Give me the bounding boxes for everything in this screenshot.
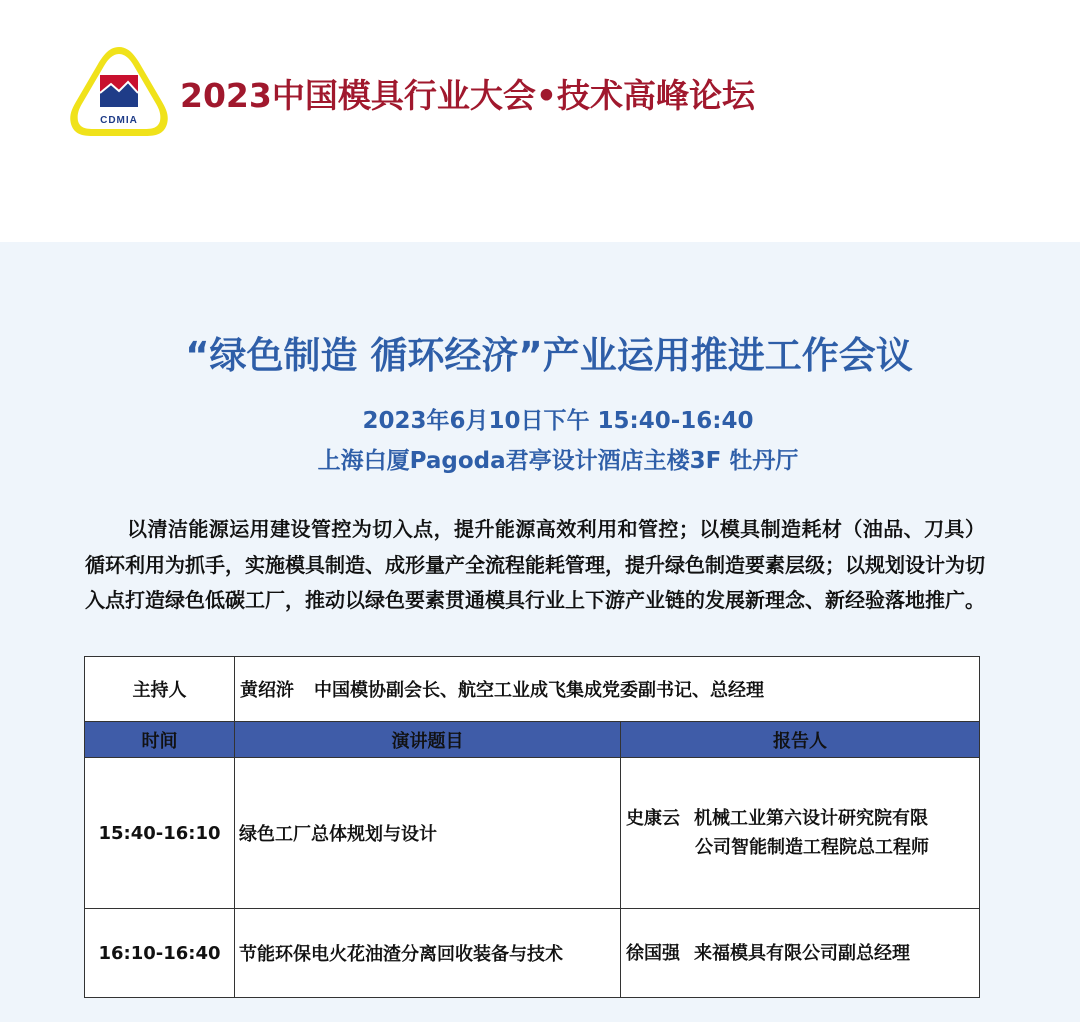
meeting-title: “绿色制造 循环经济”产业运用推进工作会议 [185, 334, 913, 377]
session-speaker [621, 909, 980, 998]
column-header-speaker: 报告人 [621, 722, 980, 758]
conference-title: 2023中国模具行业大会•技术高峰论坛 [180, 76, 755, 115]
schedule-table [84, 656, 980, 998]
meeting-venue: 上海白厦Pagoda君亭设计酒店主楼3F 牡丹厅 [317, 448, 799, 474]
host-label: 主持人 [85, 657, 235, 722]
meeting-intro: 以清洁能源运用建设管控为切入点，提升能源高效利用和管控；以模具制造耗材（油品、刀具）循环利用为抓手，实施模具制造、成形量产全流程能耗管理，提升绿色制造要素层级；以规划设计为切入点打造绿色低碳工厂，推动以绿色要素贯通模具行业上下游产业链的发展新理念、新经验落地推广。 [85, 517, 985, 612]
column-header-time: 时间 [85, 722, 235, 758]
session-topic: 节能环保电火花油渣分离回收装备与技术 [235, 909, 621, 998]
session-time: 15:40-16:10 [85, 758, 235, 909]
column-header-topic: 演讲题目 [235, 722, 621, 758]
host-info [235, 657, 980, 722]
table-row [85, 909, 980, 998]
logo-text: CDMIA [100, 115, 138, 126]
host-name: 黄绍浒 [240, 680, 294, 701]
table-row [85, 758, 980, 909]
meeting-datetime: 2023年6月10日下午 15:40-16:40 [362, 408, 754, 434]
page-header [0, 0, 1080, 242]
session-speaker [621, 758, 980, 909]
session-time: 16:10-16:40 [85, 909, 235, 998]
speaker-title-line1: 来福模具有限公司副总经理 [694, 942, 910, 964]
speaker-title-line2: 公司智能制造工程院总工程师 [695, 837, 929, 858]
speaker-name: 史康云 [626, 808, 680, 829]
cdmia-logo [68, 44, 170, 140]
speaker-name: 徐国强 [626, 942, 680, 964]
host-title: 中国模协副会长、航空工业成飞集成党委副书记、总经理 [314, 680, 764, 701]
host-row [85, 657, 980, 722]
session-topic: 绿色工厂总体规划与设计 [235, 758, 621, 909]
table-header-row [85, 722, 980, 758]
speaker-title-line1: 机械工业第六设计研究院有限 [694, 808, 928, 829]
